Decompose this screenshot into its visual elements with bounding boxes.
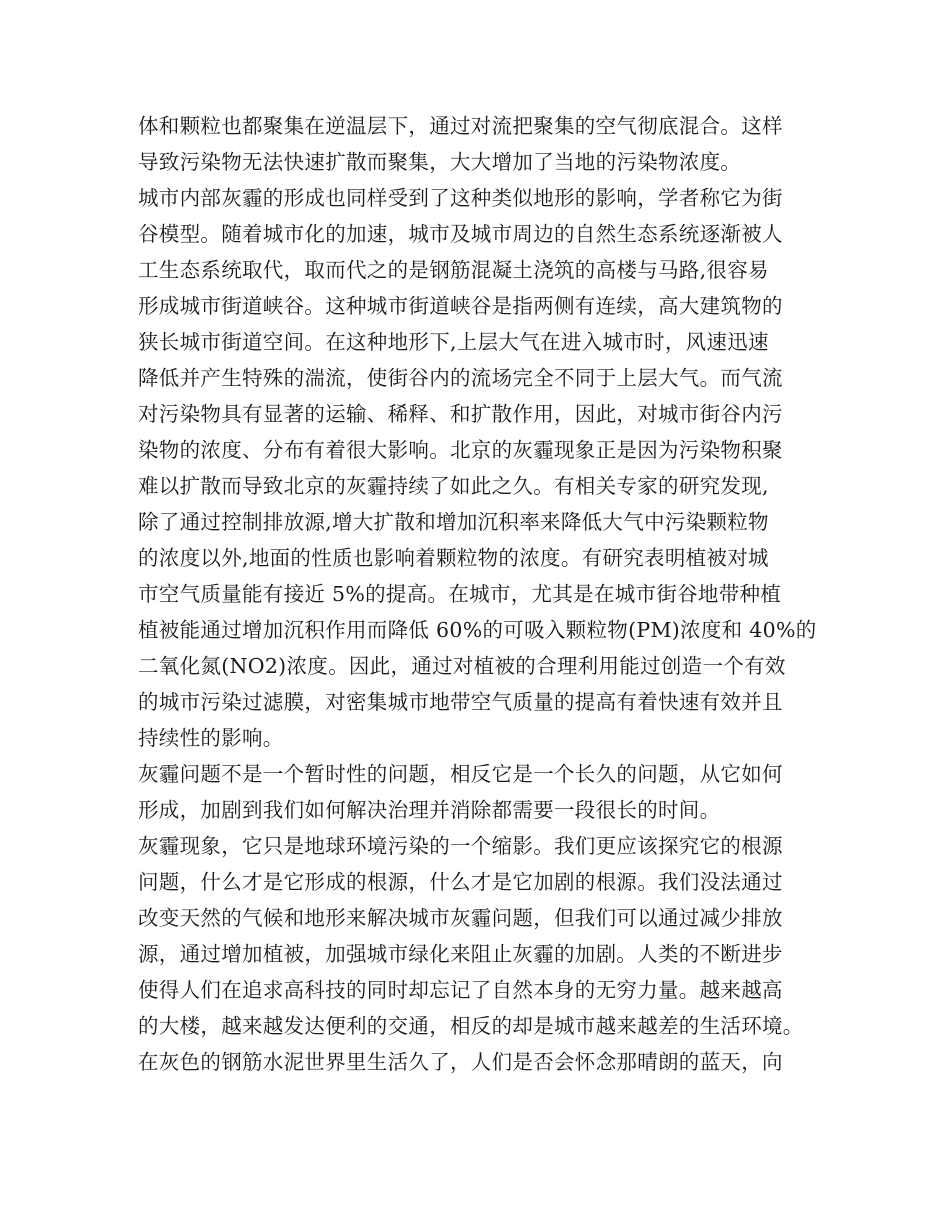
text-line: 体和颗粒也都聚集在逆温层下，通过对流把聚集的空气彻底混合。这样 bbox=[138, 114, 783, 138]
text-line: 导致污染物无法快速扩散而聚集，大大增加了当地的污染物浓度。 bbox=[138, 150, 742, 174]
text-line: 工生态系统取代，取而代之的是钢筋混凝土浇筑的高楼与马路,很容易 bbox=[138, 258, 769, 282]
text-line: 的大楼，越来越发达便利的交通，相反的却是城市越来越差的生活环境。 bbox=[138, 1014, 804, 1038]
text-line: 在灰色的钢筋水泥世界里生活久了，人们是否会怀念那晴朗的蓝天，向 bbox=[138, 1050, 783, 1074]
text-line: 形成城市街道峡谷。这种城市街道峡谷是指两侧有连续，高大建筑物的 bbox=[138, 294, 783, 318]
text-line: 染物的浓度、分布有着很大影响。北京的灰霾现象正是因为污染物积聚 bbox=[138, 438, 783, 462]
text-line: 二氧化氮(NO2)浓度。因此，通过对植被的合理利用能过创造一个有效 bbox=[138, 654, 786, 678]
text-line: 灰霾问题不是一个暂时性的问题，相反它是一个长久的问题，从它如何 bbox=[138, 762, 783, 786]
text-line: 谷模型。随着城市化的加速，城市及城市周边的自然生态系统逐渐被人 bbox=[138, 222, 783, 246]
document-page bbox=[138, 108, 818, 1080]
text-line: 灰霾现象，它只是地球环境污染的一个缩影。我们更应该探究它的根源 bbox=[138, 834, 783, 858]
text-line: 市空气质量能有接近 5%的提高。在城市，尤其是在城市街谷地带种植 bbox=[138, 582, 782, 606]
text-line: 对污染物具有显著的运输、稀释、和扩散作用，因此，对城市街谷内污 bbox=[138, 402, 783, 426]
text-line: 形成，加剧到我们如何解决治理并消除都需要一段很长的时间。 bbox=[138, 798, 721, 822]
text-line: 改变天然的气候和地形来解决城市灰霾问题，但我们可以通过减少排放 bbox=[138, 906, 783, 930]
text-line: 植被能通过增加沉积作用而降低 60%的可吸入颗粒物(PM)浓度和 40%的 bbox=[138, 618, 817, 642]
text-line: 狭长城市街道空间。在这种地形下,上层大气在进入城市时，风速迅速 bbox=[138, 330, 769, 354]
text-line: 源，通过增加植被，加强城市绿化来阻止灰霾的加剧。人类的不断进步 bbox=[138, 942, 783, 966]
text-line: 降低并产生特殊的湍流，使街谷内的流场完全不同于上层大气。而气流 bbox=[138, 366, 783, 390]
text-line: 的浓度以外,地面的性质也影响着颗粒物的浓度。有研究表明植被对城 bbox=[138, 546, 769, 570]
text-line: 问题，什么才是它形成的根源，什么才是它加剧的根源。我们没法通过 bbox=[138, 870, 783, 894]
text-line: 除了通过控制排放源,增大扩散和增加沉积率来降低大气中污染颗粒物 bbox=[138, 510, 769, 534]
text-line: 难以扩散而导致北京的灰霾持续了如此之久。有相关专家的研究发现, bbox=[138, 474, 769, 498]
text-line: 的城市污染过滤膜，对密集城市地带空气质量的提高有着快速有效并且 bbox=[138, 690, 783, 714]
text-line: 持续性的影响。 bbox=[138, 726, 284, 750]
text-line: 使得人们在追求高科技的同时却忘记了自然本身的无穷力量。越来越高 bbox=[138, 978, 783, 1002]
text-line: 城市内部灰霾的形成也同样受到了这种类似地形的影响，学者称它为街 bbox=[138, 186, 783, 210]
